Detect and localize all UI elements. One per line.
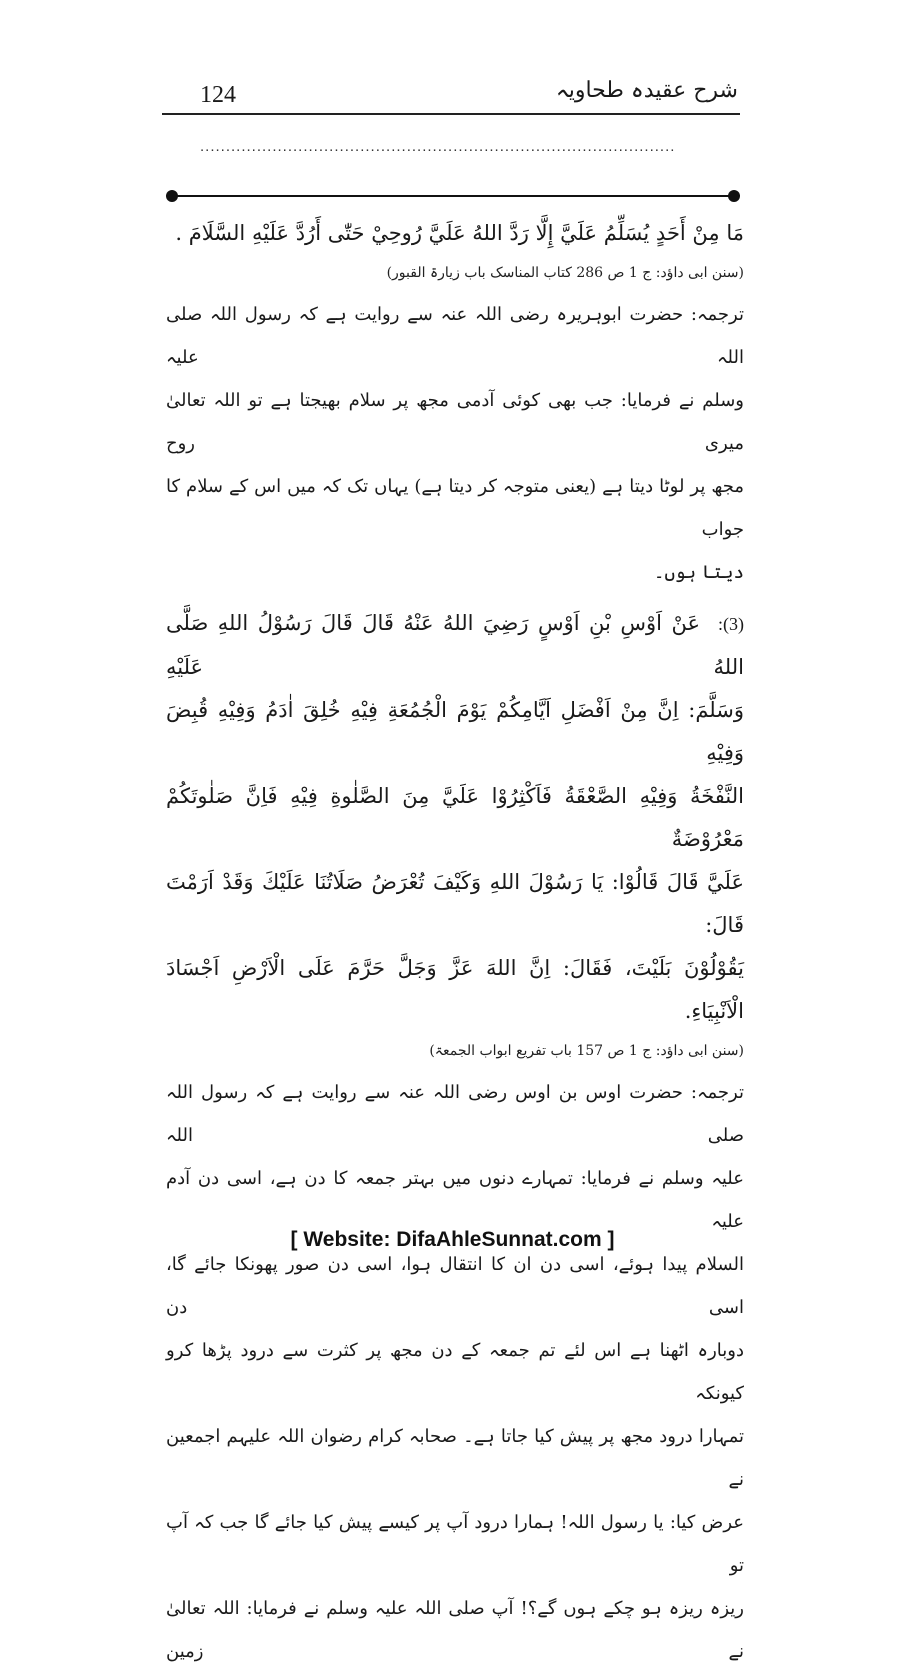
website-footer: [ Website: DifaAhleSunnat.com ]	[290, 1228, 615, 1251]
divider-right-dot	[728, 190, 740, 202]
urdu-translation-line: عرض کیا: یا رسول اللہ! ہمارا درود آپ پر کیسے پیش کیا جائے گا جب کہ آپ تو	[166, 1512, 744, 1576]
urdu-translation-line: دیتا ہوں۔	[653, 562, 744, 583]
urdu-translation-line: وسلم نے فرمایا: جب بھی کوئی آدمی مجھ پر سلام بھیجتا ہے تو اللہ تعالیٰ میری روح	[166, 390, 744, 454]
urdu-translation-line: مجھ پر لوٹا دیتا ہے (یعنی متوجہ کر دیتا ہے) یہاں تک کہ میں اس کے سلام کا جواب	[166, 476, 744, 540]
urdu-translation-line: دوبارہ اٹھنا ہے اس لئے تم جمعہ کے دن مجھ پر کثرت سے درود پڑھا کرو کیونکہ	[166, 1340, 744, 1404]
urdu-translation-line: ریزہ ریزہ ہو چکے ہوں گے؟! آپ صلی اللہ علیہ وسلم نے فرمایا: اللہ تعالیٰ نے زمین	[166, 1598, 744, 1662]
urdu-translation-line: ترجمہ: حضرت ابوہریرہ رضی اللہ عنہ سے روایت ہے کہ رسول اللہ صلی اللہ علیہ	[166, 304, 744, 368]
arabic-hadith-line: النَّفْخَةُ وَفِيْهِ الصَّعْقَةُ فَاَكْثِرُوْا عَلَيَّ مِنَ الصَّلٰوةِ فِيْهِ فَاِنَّ صَلٰوتَكُمْ مَعْرُوْضَةٌ	[166, 784, 744, 851]
reference-citation: (سنن ابی داؤد: ج 1 ص 286 کتاب المناسک باب زیارۃ القبور)	[386, 265, 744, 281]
divider-line	[172, 195, 734, 197]
urdu-translation-line: علیہ وسلم نے فرمایا: تمہارے دنوں میں بہتر جمعہ کا دن ہے، اسی دن آدم علیہ	[166, 1168, 744, 1232]
header-rule	[162, 113, 740, 115]
urdu-translation-line: تمہارا درود مجھ پر پیش کیا جاتا ہے۔ صحابہ کرام رضوان اللہ علیہم اجمعین نے	[166, 1426, 744, 1490]
page-number: 124	[200, 82, 236, 108]
dotted-leader: ............................................................................................	[200, 138, 676, 155]
page-header	[160, 78, 738, 118]
divider-left-dot	[166, 190, 178, 202]
arabic-hadith-line	[166, 602, 744, 689]
arabic-hadith-text: عَنْ اَوْسِ بْنِ اَوْسٍ رَضِيَ اللهُ عَنْهُ قَالَ قَالَ رَسُوْلُ اللهِ صَلَّى اللهُ عَلَيْهِ	[166, 611, 744, 679]
page-content	[166, 212, 744, 1673]
ornamental-divider	[166, 190, 740, 202]
arabic-hadith-line: عَلَيَّ قَالَ قَالُوْا: يَا رَسُوْلَ اللهِ وَكَيْفَ تُعْرَضُ صَلَاتُنَا عَلَيْكَ وَقَدْ اَرَمْتَ قَالَ:	[166, 870, 744, 937]
arabic-hadith-line: مَا مِنْ أَحَدٍ يُسَلِّمُ عَلَيَّ إِلَّا رَدَّ اللهُ عَلَيَّ رُوحِيْ حَتّٰى أَرُدَّ عَلَيْهِ السَّلَامَ .	[175, 221, 744, 245]
arabic-hadith-line: يَقُوْلُوْنَ بَلَيْتَ، فَقَالَ: اِنَّ اللهَ عَزَّ وَجَلَّ حَرَّمَ عَلَى الْاَرْضِ اَجْسَادَ الْاَنْبِيَاءِ.	[166, 956, 744, 1023]
hadith-number: (3):	[718, 614, 744, 634]
urdu-translation-line: السلام پیدا ہوئے، اسی دن ان کا انتقال ہوا، اسی دن صور پھونکا جائے گا، اسی دن	[166, 1254, 744, 1318]
arabic-hadith-line: وَسَلَّمَ: اِنَّ مِنْ اَفْضَلِ اَيَّامِكُمْ يَوْمَ الْجُمُعَةِ فِيْهِ خُلِقَ اٰدَمُ وَفِيْهِ قُبِضَ وَفِيْهِ	[166, 698, 744, 765]
book-title: شرح عقیدہ طحاویہ	[555, 78, 738, 103]
reference-citation: (سنن ابی داؤد: ج 1 ص 157 باب تفریع ابواب الجمعۃ)	[429, 1043, 744, 1059]
urdu-translation-line: ترجمہ: حضرت اوس بن اوس رضی اللہ عنہ سے روایت ہے کہ رسول اللہ صلی اللہ	[166, 1082, 744, 1146]
